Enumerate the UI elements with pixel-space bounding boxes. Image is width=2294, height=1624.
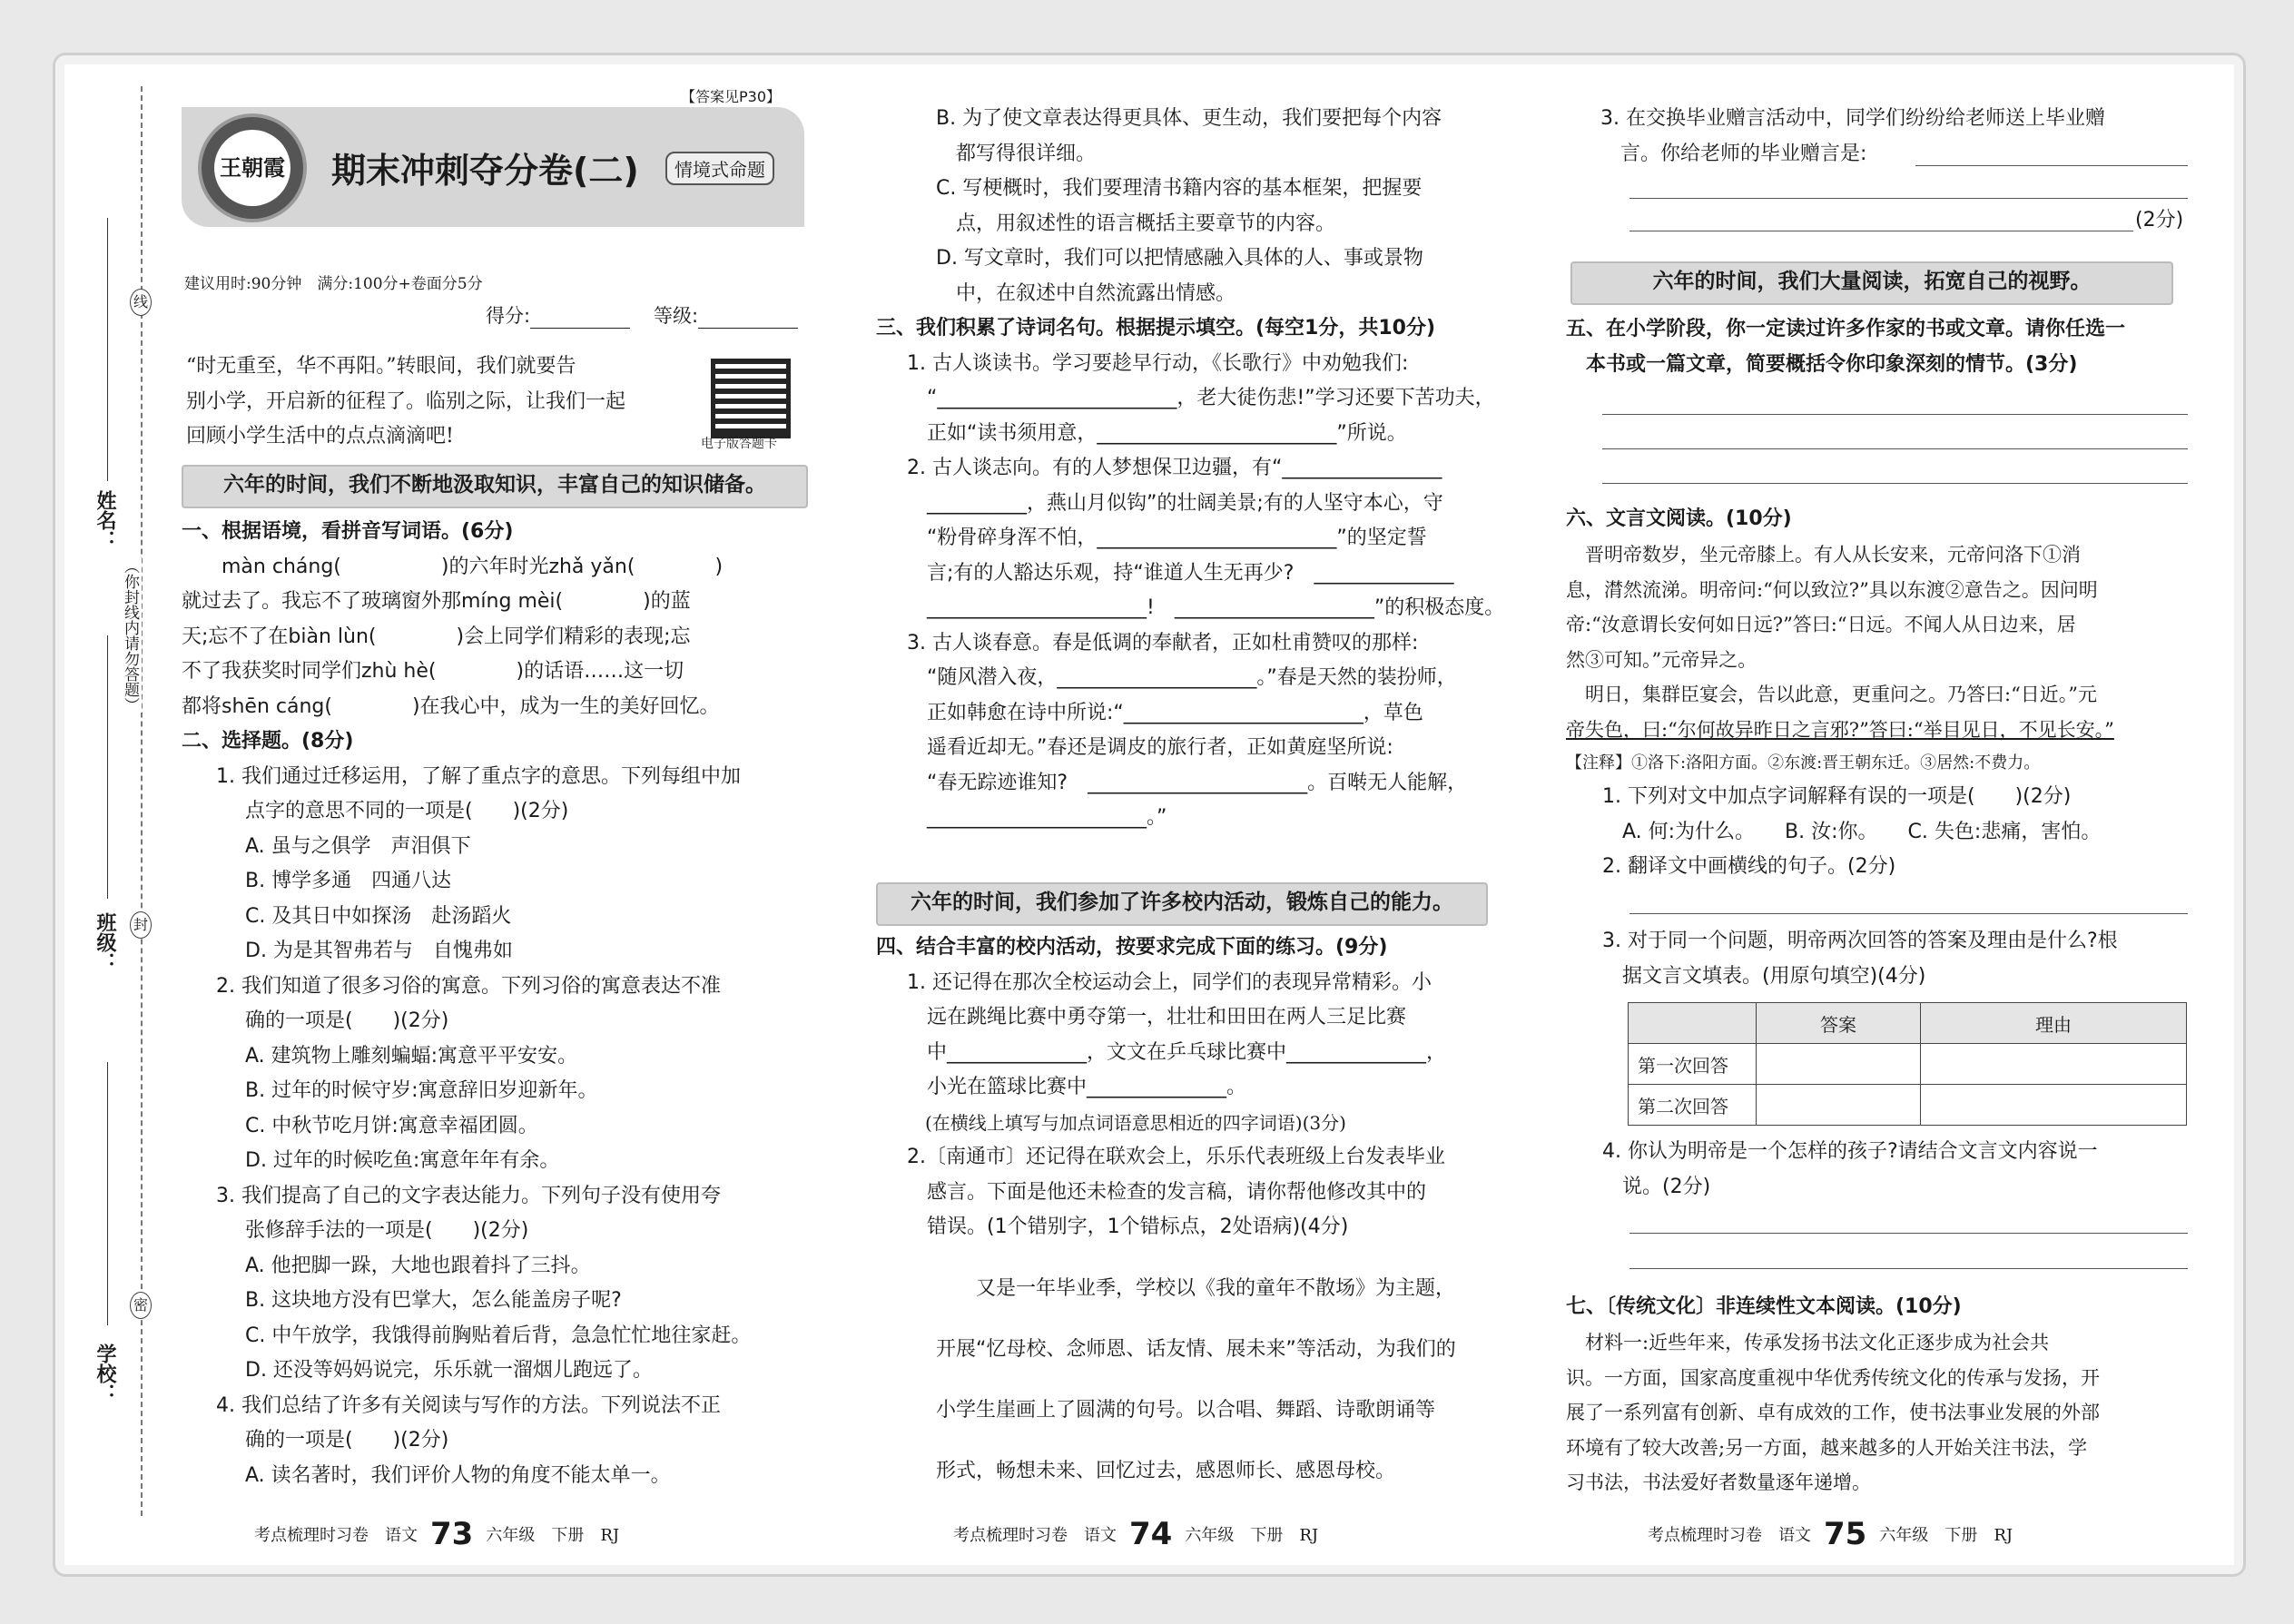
q1-stem: 点字的意思不同的一项是( )(2分) — [245, 800, 569, 822]
school-line — [107, 1062, 108, 1325]
s1-line: 都将shēn cáng( )在我心中，成为一生的美好回忆。 — [182, 694, 720, 718]
banner-knowledge: 六年的时间，我们不断地汲取知识，丰富自己的知识储备。 — [182, 465, 808, 508]
answer-ref: 【答案见P30】 — [681, 88, 782, 105]
qr-code[interactable] — [711, 359, 791, 438]
material-line: 展了一系列富有创新、卓有成效的工作，使书法事业发展的外部 — [1566, 1402, 2100, 1423]
answer-line[interactable] — [1629, 198, 2188, 199]
s4-line: 远在跳绳比赛中勇夺第一，壮壮和田田在两人三足比赛 — [907, 1006, 1407, 1029]
exam-info: 建议用时:90分钟 满分:100分+卷面分5分 — [184, 275, 483, 293]
grade-field[interactable]: 等级: — [654, 301, 798, 329]
q4-stem: 确的一项是( )(2分) — [245, 1429, 449, 1452]
material-line: 环境有了较大改善;另一方面，越来越多的人开始关注书法，学 — [1566, 1436, 2088, 1459]
section4-title: 四、结合丰富的校内活动，按要求完成下面的练习。(9分) — [876, 936, 1388, 959]
col3-s7 — [1566, 1289, 2192, 1501]
col3-s5 — [1566, 312, 2192, 382]
seal-note: （你封线内请勿答题） — [119, 558, 142, 713]
q4-option-cont: 中，在叙述中自然流露出情感。 — [936, 281, 1236, 305]
s3-line: 遥看近却无。”春还是调皮的旅行者，正如黄庭坚所说: — [907, 736, 1393, 759]
name-line — [107, 218, 108, 481]
material-line: 识。一方面，国家高度重视中华优秀传统文化的传承与发扬，开 — [1566, 1366, 2100, 1389]
section6-title: 六、文言文阅读。(10分) — [1566, 507, 1792, 530]
s3-line[interactable]: ______________________。” — [907, 806, 1167, 829]
table-cell[interactable] — [1757, 1044, 1921, 1085]
q1-option[interactable]: A. 虽与之俱学 声泪俱下 — [245, 834, 471, 858]
section5-title: 本书或一篇文章，简要概括令你印象深刻的情节。(3分) — [1566, 352, 2078, 376]
s4-line[interactable]: 中______________，文文在乒乓球比赛中______________， — [907, 1040, 1447, 1064]
banner-activities: 六年的时间，我们参加了许多校内活动，锻炼自己的能力。 — [876, 882, 1488, 926]
answer-line[interactable] — [1629, 913, 2188, 914]
table-cell[interactable] — [1921, 1044, 2187, 1085]
speech-line: 开展“忆母校、念师恩、话友情、展未来”等活动，为我们的 — [936, 1337, 1456, 1361]
q6-3-stem: 3. 对于同一个问题，明帝两次回答的答案及理由是什么?根 — [1602, 930, 2118, 952]
s3-line[interactable]: ______________________! ____________________”的积极态度。 — [907, 596, 1505, 619]
footer-page-73: 考点梳理时习卷 语文 73 六年级 下册 RJ — [254, 1516, 620, 1552]
q4-option[interactable]: C. 写梗概时，我们要理清书籍内容的基本框架，把握要 — [936, 177, 1423, 200]
material-line: 材料一:近些年来，传承发扬书法文化正逐步成为社会共 — [1566, 1332, 2050, 1353]
annotation-note: 【注释】①洛下:洛阳方面。②东渡:晋王朝东迁。③居然:不费力。 — [1566, 753, 2041, 773]
speech-line: 小学生崖画上了圆满的句号。以合唱、舞蹈、诗歌朗诵等 — [936, 1398, 1436, 1422]
q3-option[interactable]: B. 这块地方没有巴掌大，怎么能盖房子呢? — [245, 1289, 622, 1312]
q6-4-stem: 4. 你认为明帝是一个怎样的孩子?请结合文言文内容说一 — [1602, 1140, 2098, 1163]
q6-1-options[interactable]: A. 何:为什么。 B. 汝:你。 C. 失色:悲痛，害怕。 — [1602, 820, 2102, 843]
s3-line[interactable]: 正如韩愈在诗中所说:“________________________，草色 — [907, 701, 1423, 724]
s4-line: 2.〔南通市〕还记得在联欢会上，乐乐代表班级上台发表毕业 — [907, 1146, 1445, 1168]
section5-title: 五、在小学阶段，你一定读过许多作家的书或文章。请你任选一 — [1566, 318, 2126, 340]
q1-option[interactable]: C. 及其日中如探汤 赴汤蹈火 — [245, 904, 512, 928]
answer-line[interactable] — [1629, 1233, 2188, 1234]
school-label: 学校： — [94, 1343, 116, 1403]
section3-title: 三、我们积累了诗词名句。根据提示填空。(每空1分，共10分) — [876, 317, 1436, 340]
passage-line: 晋明帝数岁，坐元帝膝上。有人从长安来，元帝问洛下①消 — [1566, 544, 2081, 566]
section2-title: 二、选择题。(8分) — [182, 730, 354, 753]
s3-line[interactable]: 正如“读书须用意，________________________”所说。 — [907, 421, 1407, 445]
q2-option[interactable]: B. 过年的时候守岁:寓意辞旧岁迎新年。 — [245, 1079, 598, 1102]
q6-1-stem: 1. 下列对文中加点字词解释有误的一项是( )(2分) — [1602, 785, 2072, 808]
q4-option-cont: 都写得很详细。 — [936, 142, 1097, 165]
section1-title: 一、根据语境，看拼音写词语。(6分) — [182, 520, 514, 543]
page-number: 73 — [430, 1516, 474, 1552]
logo-text: 王朝霞 — [214, 130, 290, 206]
logo-seal — [198, 113, 307, 222]
table-header — [1629, 1003, 1757, 1044]
s3-line[interactable]: “春无踪迹谁知? ______________________。百啭无人能解， — [907, 771, 1468, 794]
q2-option[interactable]: D. 过年的时候吃鱼:寓意年年有余。 — [245, 1149, 560, 1172]
score-field[interactable]: 得分: — [486, 301, 630, 329]
s4-line: 1. 还记得在那次全校运动会上，同学们的表现异常精彩。小 — [907, 970, 1432, 994]
s4-line: 感言。下面是他还未检查的发言稿，请你帮他修改其中的 — [907, 1180, 1427, 1204]
page-number: 74 — [1129, 1516, 1173, 1552]
s3-line[interactable]: “________________________，老大徒伤悲!”学习还要下苦功夫， — [907, 387, 1495, 409]
col2-body-lower — [876, 930, 1502, 1501]
q1-stem: 1. 我们通过迁移运用，了解了重点字的意思。下列每组中加 — [216, 764, 741, 788]
s3-line: 3. 古人谈春意。春是低调的奉献者，正如杜甫赞叹的那样: — [907, 631, 1419, 655]
q4-option[interactable]: A. 读名著时，我们评价人物的角度不能太单一。 — [245, 1463, 671, 1487]
s3-line: 1. 古人谈读书。学习要趁早行动，《长歌行》中劝勉我们: — [907, 351, 1409, 375]
q4-option[interactable]: D. 写文章时，我们可以把情感融入具体的人、事或景物 — [936, 247, 1423, 270]
q3-stem: 3. 我们提高了自己的文字表达能力。下列句子没有使用夸 — [216, 1184, 721, 1207]
col3-s6 — [1566, 501, 2192, 885]
q2-stem: 2. 我们知道了很多习俗的寓意。下列习俗的寓意表达不准 — [216, 974, 721, 998]
footer-page-74: 考点梳理时习卷 语文 74 六年级 下册 RJ — [953, 1516, 1319, 1552]
col3-q6-4 — [1602, 1135, 2192, 1205]
s1-line: 不了我获奖时同学们zhù hè( )的话语……这一切 — [182, 660, 684, 683]
speech-line: 形式，畅想未来、回忆过去，感恩师长、感恩母校。 — [936, 1459, 1396, 1482]
q2-stem: 确的一项是( )(2分) — [245, 1009, 449, 1032]
answer-line[interactable] — [1629, 1268, 2188, 1269]
q3-gift-stem: 3. 在交换毕业赠言活动中，同学们纷纷给老师送上毕业赠 — [1600, 107, 2105, 130]
page-number: 75 — [1824, 1516, 1867, 1552]
table-header: 答案 — [1757, 1003, 1921, 1044]
q3-gift-score: (2分) — [2135, 209, 2184, 231]
s4-line: 错误。(1个错别字，1个错标点，2处语病)(4分) — [907, 1216, 1349, 1238]
answer-line[interactable] — [1602, 483, 2188, 484]
passage-line: 帝:“汝意谓长安何如日远?”答曰:“日远。不闻人从日边来，居 — [1566, 614, 2076, 635]
col3-q6-3 — [1602, 924, 2192, 994]
class-label: 班级： — [94, 912, 116, 972]
q2-option[interactable]: C. 中秋节吃月饼:寓意幸福团圆。 — [245, 1114, 538, 1137]
q4-stem: 4. 我们总结了许多有关阅读与写作的方法。下列说法不正 — [216, 1393, 721, 1417]
q4-option[interactable]: B. 为了使文章表达得更具体、更生动，我们要把每个内容 — [936, 107, 1442, 130]
s4-line[interactable]: 小光在篮球比赛中______________。 — [907, 1076, 1247, 1098]
q3-option[interactable]: D. 还没等妈妈说完，乐乐就一溜烟儿跑远了。 — [245, 1359, 653, 1382]
seal-char-seal: 封 — [130, 911, 152, 939]
s1-line: màn cháng( )的六年时光zhǎ yǎn( ) — [182, 555, 724, 578]
exam-title: 期末冲刺夺分卷(二) — [331, 151, 639, 191]
s4-line: (在横线上填写与加点词语意思相近的四字词语)(3分) — [907, 1111, 1346, 1134]
s3-line[interactable]: 2. 古人谈志向。有的人梦想保卫边疆，有“________________ — [907, 457, 1442, 479]
s3-line[interactable]: “粉骨碎身浑不怕，________________________”的坚定誓 — [907, 527, 1427, 549]
answer-line[interactable] — [1602, 448, 2188, 449]
q3-gift-stem: 言。你给老师的毕业赠言是: — [1600, 142, 1867, 165]
col3-top — [1600, 102, 2191, 172]
q3-option[interactable]: A. 他把脚一跺，大地也跟着抖了三抖。 — [245, 1254, 591, 1277]
class-line — [107, 635, 108, 899]
passage-line: 息，潸然流涕。明帝问:“何以致泣?”具以东渡②意告之。因问明 — [1566, 578, 2098, 601]
col1-body — [182, 515, 808, 1493]
qr-caption: 电子版答题卡 — [701, 437, 777, 451]
q2-option[interactable]: A. 建筑物上雕刻蝙蝠:寓意平平安安。 — [245, 1044, 578, 1068]
q3-option[interactable]: C. 中午放学，我饿得前胸贴着后背，急急忙忙地往家赶。 — [245, 1324, 752, 1347]
passage-line: 然③可知。”元帝异之。 — [1566, 648, 1757, 671]
seal-char-secret: 密 — [130, 1292, 152, 1319]
s3-line[interactable]: 言;有的人豁达乐观，持“谁道人生无再少? ______________ — [907, 561, 1454, 585]
s1-line: 就过去了。我忘不了玻璃窗外那míng mèi( )的蓝 — [182, 590, 691, 613]
table-row-label: 第二次回答 — [1629, 1085, 1757, 1126]
intro-text: “时无重至，华不再阳。”转眼间，我们就要告 别小学，开启新的征程了。临别之际，让我们一起 回顾小学生活中的点点滴滴吧! — [186, 355, 626, 448]
s3-line[interactable]: “随风潜入夜，____________________。”春是天然的装扮师， — [907, 666, 1457, 689]
passage-line: 帝失色，曰:“尔何故异昨日之言邪?”答曰:“举目见日，不见长安。” — [1566, 718, 2114, 741]
exam-tag: 情境式命题 — [665, 152, 774, 185]
col2-body — [876, 102, 1505, 836]
q4-option-cont: 点，用叙述性的语言概括主要章节的内容。 — [936, 212, 1336, 235]
seal-char-line: 线 — [130, 289, 152, 316]
q6-3-stem: 据文言文填表。(用原句填空)(4分) — [1602, 964, 1926, 988]
answer-table — [1628, 1002, 2187, 1126]
answer-line[interactable] — [1602, 414, 2188, 415]
table-row-label: 第一次回答 — [1629, 1044, 1757, 1085]
q6-2-stem: 2. 翻译文中画横线的句子。(2分) — [1602, 855, 1896, 878]
table-cell[interactable] — [1757, 1085, 1921, 1126]
speech-line: 又是一年毕业季，学校以《我的童年不散场》为主题， — [936, 1276, 1456, 1300]
q1-option[interactable]: D. 为是其智弗若与 自愧弗如 — [245, 940, 513, 962]
q3-stem: 张修辞手法的一项是( )(2分) — [245, 1219, 529, 1242]
s1-line: 天;忘不了在biàn lùn( )会上同学们精彩的表现;忘 — [182, 625, 691, 648]
q6-4-stem: 说。(2分) — [1602, 1175, 1711, 1198]
s3-line[interactable]: __________，燕山月似钩”的壮阔美景;有的人坚守本心，守 — [907, 491, 1443, 515]
table-cell[interactable] — [1921, 1085, 2187, 1126]
table-header: 理由 — [1921, 1003, 2187, 1044]
material-line: 习书法，书法爱好者数量逐年递增。 — [1566, 1471, 1871, 1493]
footer-page-75: 考点梳理时习卷 语文 75 六年级 下册 RJ — [1648, 1516, 2013, 1552]
answer-line[interactable] — [1915, 165, 2188, 166]
passage-line: 明日，集群臣宴会，告以此意，更重问之。乃答曰:“日近。”元 — [1566, 684, 2098, 705]
q1-option[interactable]: B. 博学多通 四通八达 — [245, 870, 452, 892]
name-label: 姓名： — [94, 490, 116, 550]
section7-title: 七、〔传统文化〕非连续性文本阅读。(10分) — [1566, 1295, 1962, 1318]
banner-reading: 六年的时间，我们大量阅读，拓宽自己的视野。 — [1570, 261, 2173, 305]
